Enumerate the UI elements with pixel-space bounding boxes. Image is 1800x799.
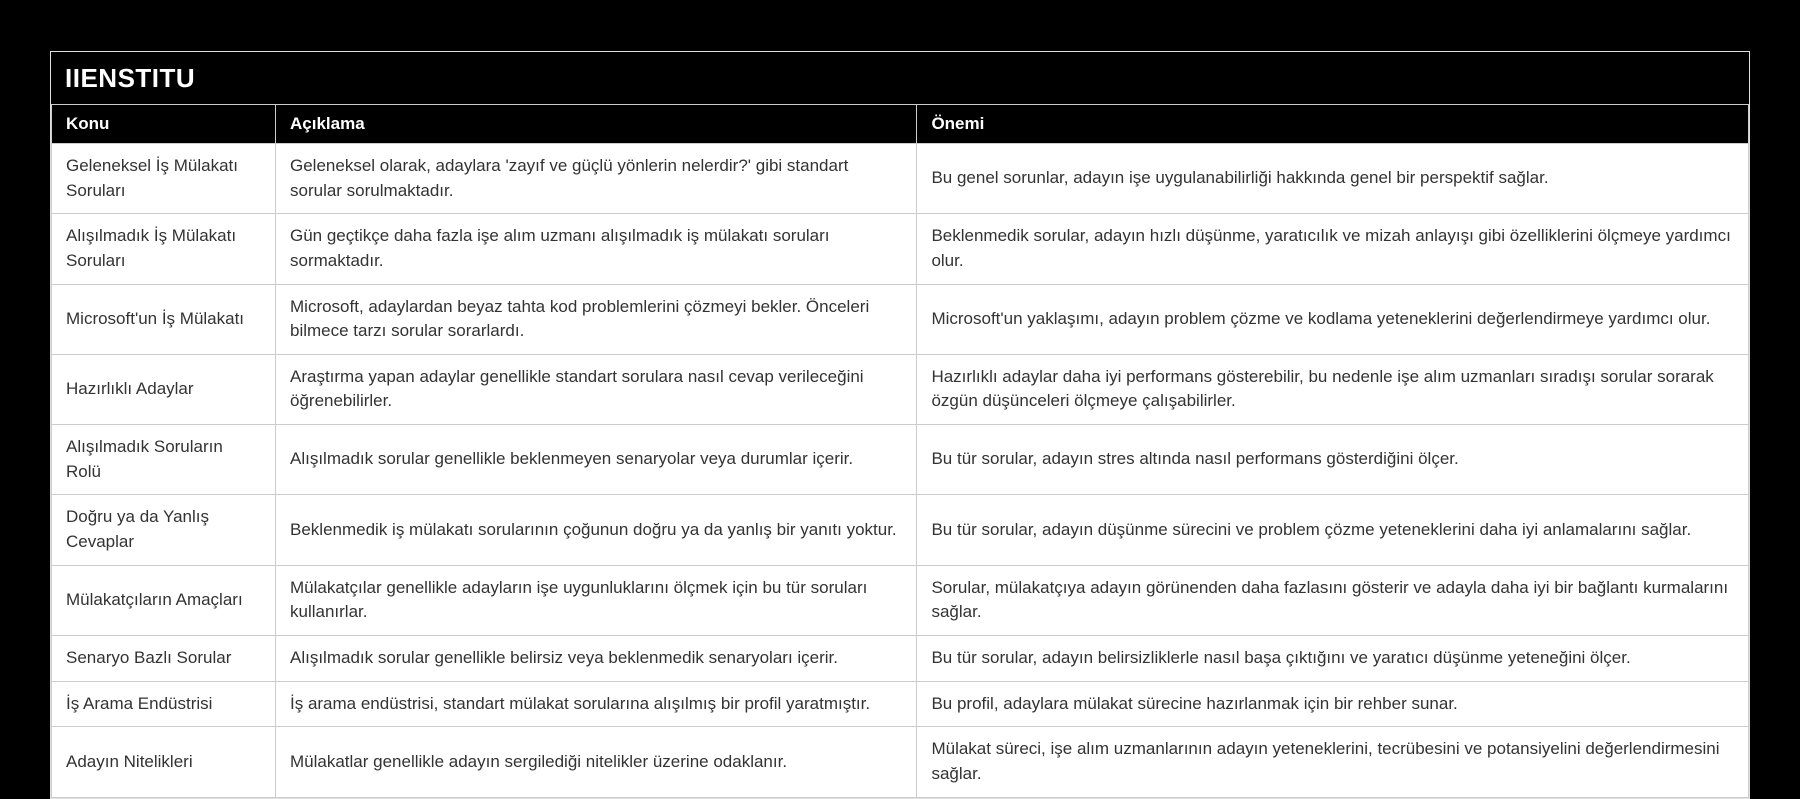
cell-aciklama: Beklenmedik iş mülakatı sorularının çoğunun doğru ya da yanlış bir yanıtı yoktur. [276,495,917,565]
table-body [52,144,1749,798]
cell-konu: Adayın Nitelikleri [52,727,276,797]
cell-aciklama: Alışılmadık sorular genellikle belirsiz veya beklenmedik senaryoları içerir. [276,635,917,681]
cell-onemi: Microsoft'un yaklaşımı, adayın problem çözme ve kodlama yeteneklerini değerlendirmeye yardımcı olur. [917,284,1749,354]
cell-aciklama: İş arama endüstrisi, standart mülakat sorularına alışılmış bir profil yaratmıştır. [276,681,917,727]
table-header [52,105,1749,144]
content-card [50,51,1750,799]
cell-onemi: Bu tür sorular, adayın düşünme sürecini ve problem çözme yeteneklerini daha iyi anlamalarını sağlar. [917,495,1749,565]
cell-onemi: Bu profil, adaylara mülakat sürecine hazırlanmak için bir rehber sunar. [917,681,1749,727]
cell-onemi: Bu tür sorular, adayın belirsizliklerle nasıl başa çıktığını ve yaratıcı düşünme yeteneğini ölçer. [917,635,1749,681]
table-row [52,727,1749,797]
column-header-onemi: Önemi [917,105,1749,144]
cell-onemi: Beklenmedik sorular, adayın hızlı düşünme, yaratıcılık ve mizah anlayışı gibi özelliklerini ölçmeye yardımcı olur. [917,214,1749,284]
cell-konu: Microsoft'un İş Mülakatı [52,284,276,354]
table-row [52,284,1749,354]
column-header-konu: Konu [52,105,276,144]
cell-konu: Alışılmadık Soruların Rolü [52,425,276,495]
table-row [52,565,1749,635]
cell-onemi: Bu genel sorunlar, adayın işe uygulanabilirliği hakkında genel bir perspektif sağlar. [917,144,1749,214]
cell-konu: Doğru ya da Yanlış Cevaplar [52,495,276,565]
page-title: IIENSTITU [65,62,196,93]
cell-onemi: Hazırlıklı adaylar daha iyi performans gösterebilir, bu nedenle işe alım uzmanları sıradışı sorular sorarak özgün düşünceleri ölçmeye çalışabilirler. [917,354,1749,424]
table-row [52,635,1749,681]
cell-konu: İş Arama Endüstrisi [52,681,276,727]
cell-konu: Alışılmadık İş Mülakatı Soruları [52,214,276,284]
cell-konu: Geleneksel İş Mülakatı Soruları [52,144,276,214]
cell-onemi: Mülakat süreci, işe alım uzmanlarının adayın yeteneklerini, tecrübesini ve potansiyelini değerlendirmesini sağlar. [917,727,1749,797]
cell-aciklama: Geleneksel olarak, adaylara 'zayıf ve güçlü yönlerin nelerdir?' gibi standart sorular sorulmaktadır. [276,144,917,214]
cell-konu: Hazırlıklı Adaylar [52,354,276,424]
cell-aciklama: Microsoft, adaylardan beyaz tahta kod problemlerini çözmeyi bekler. Önceleri bilmece tarzı sorular sorarlardı. [276,284,917,354]
table-row [52,425,1749,495]
cell-konu: Mülakatçıların Amaçları [52,565,276,635]
cell-aciklama: Mülakatçılar genellikle adayların işe uygunluklarını ölçmek için bu tür soruları kullanırlar. [276,565,917,635]
cell-aciklama: Gün geçtikçe daha fazla işe alım uzmanı alışılmadık iş mülakatı soruları sormaktadır. [276,214,917,284]
cell-onemi: Bu tür sorular, adayın stres altında nasıl performans gösterdiğini ölçer. [917,425,1749,495]
table-row [52,354,1749,424]
interview-questions-table [51,104,1749,798]
cell-aciklama: Araştırma yapan adaylar genellikle standart sorulara nasıl cevap verileceğini öğrenebilirler. [276,354,917,424]
table-row [52,144,1749,214]
cell-aciklama: Alışılmadık sorular genellikle beklenmeyen senaryolar veya durumlar içerir. [276,425,917,495]
column-header-aciklama: Açıklama [276,105,917,144]
table-header-row [52,105,1749,144]
table-row [52,681,1749,727]
cell-aciklama: Mülakatlar genellikle adayın sergilediği nitelikler üzerine odaklanır. [276,727,917,797]
brand-title-band [51,52,1749,104]
cell-onemi: Sorular, mülakatçıya adayın görünenden daha fazlasını gösterir ve adayla daha iyi bir bağlantı kurmalarını sağlar. [917,565,1749,635]
table-row [52,214,1749,284]
cell-konu: Senaryo Bazlı Sorular [52,635,276,681]
table-row [52,495,1749,565]
